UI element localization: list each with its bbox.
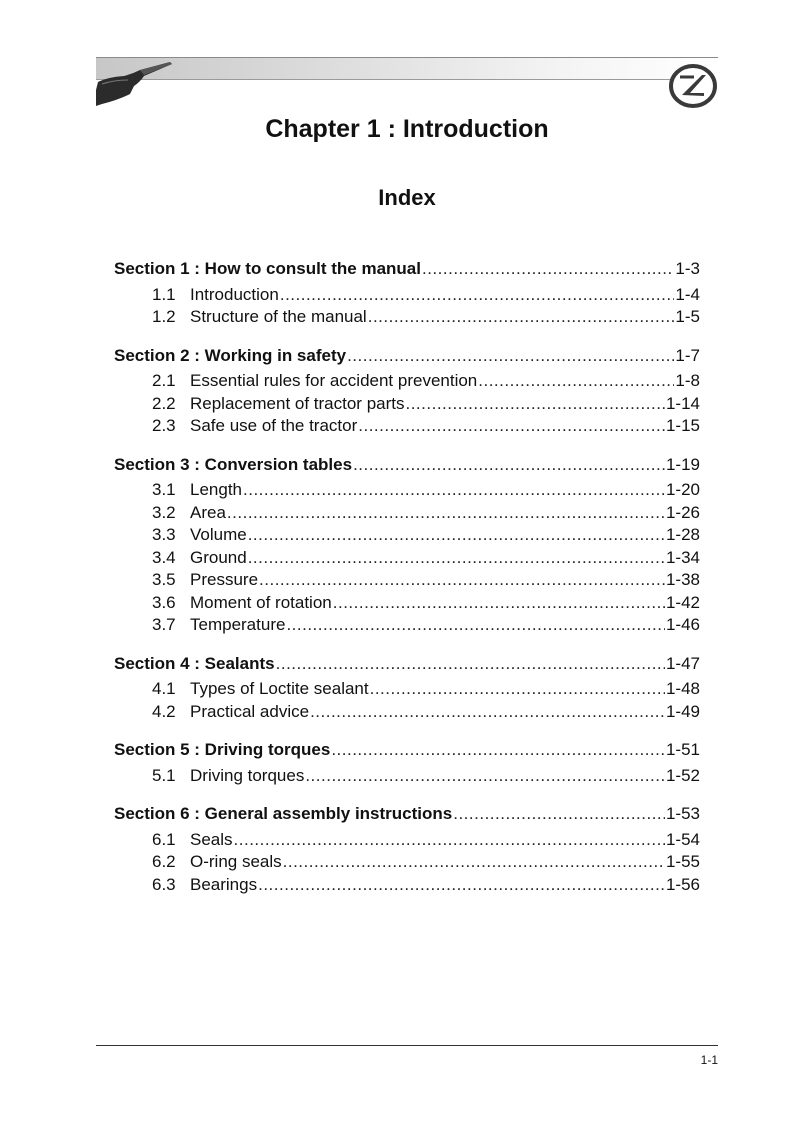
- toc-leader-dots: [347, 345, 674, 368]
- toc-item-label: Length: [190, 480, 242, 499]
- toc-subsection-entry[interactable]: [114, 765, 700, 788]
- toc-item-number: 6.2: [152, 852, 176, 871]
- toc-page-number: 1-56: [665, 874, 700, 894]
- toc-item-label: Pressure: [190, 570, 259, 589]
- index-title: Index: [378, 185, 436, 210]
- toc-section-entry[interactable]: [114, 454, 700, 477]
- toc-item-label: Seals: [190, 829, 233, 849]
- toc-item-number: 5.1: [152, 765, 176, 785]
- toc-item-number: 4.2: [152, 701, 176, 721]
- toc-leader-dots: [227, 502, 665, 525]
- toc-section-label: Section 2 : Working in safety: [114, 345, 347, 365]
- toc-section-entry[interactable]: [114, 803, 700, 826]
- toc-item-number: 3.1: [152, 480, 176, 499]
- toc-page-number: 1-46: [665, 615, 700, 634]
- toc-page-number: 1-20: [665, 480, 700, 499]
- toc-page-number: 1-51: [665, 740, 700, 759]
- toc-page-number: 1-49: [665, 701, 700, 721]
- toc-item-label: Moment of rotation: [190, 592, 332, 612]
- toc-leader-dots: [276, 653, 665, 676]
- toc-item-number: 3.2: [152, 502, 176, 522]
- toc-section-entry[interactable]: [114, 653, 700, 676]
- toc-subsection-entry[interactable]: [114, 502, 700, 525]
- toc-page-number: 1-3: [675, 259, 700, 278]
- toc-page-number: 1-53: [665, 804, 700, 823]
- toc-item-number: 1.2: [152, 307, 176, 326]
- toc-section-label: Section 1 : How to consult the manual: [114, 259, 421, 278]
- toc-page-number: 1-8: [675, 371, 700, 390]
- toc-item-label: Safe use of the tractor: [190, 416, 358, 435]
- toc-item-label: Temperature: [190, 615, 286, 634]
- toc-page-number: 1-15: [665, 416, 700, 435]
- toc-leader-dots: [283, 851, 665, 874]
- toc-page-number: 1-4: [675, 284, 700, 304]
- toc-page-number: 1-14: [665, 393, 700, 413]
- toc-item-label: Replacement of tractor parts: [190, 393, 405, 413]
- toc-subsection-entry[interactable]: [114, 569, 700, 592]
- toc-leader-dots: [478, 370, 674, 393]
- toc-subsection-entry[interactable]: [114, 851, 700, 874]
- toc-leader-dots: [280, 284, 675, 307]
- toc-leader-dots: [368, 306, 675, 329]
- toc-item-number: 2.2: [152, 393, 176, 413]
- toc-leader-dots: [248, 524, 665, 547]
- toc-leader-dots: [405, 393, 664, 416]
- toc-item-label: Driving torques: [190, 765, 305, 785]
- toc-page-number: 1-28: [665, 525, 700, 544]
- toc-item-number: 3.7: [152, 615, 176, 634]
- toc-subsection-entry[interactable]: [114, 701, 700, 724]
- toc-item-number: 6.3: [152, 874, 176, 894]
- toc-page-number: 1-7: [675, 345, 700, 365]
- toc-subsection-entry[interactable]: [114, 415, 700, 438]
- toc-page-number: 1-38: [665, 570, 700, 589]
- toc-item-number: 6.1: [152, 829, 176, 849]
- toc-item-label: Types of Loctite sealant: [190, 679, 369, 698]
- toc-item-number: 2.1: [152, 371, 176, 390]
- toc-item-label: Practical advice: [190, 701, 310, 721]
- toc-leader-dots: [370, 678, 665, 701]
- toc-page-number: 1-55: [665, 852, 700, 871]
- toc-page-number: 1-5: [675, 307, 700, 326]
- toc-leader-dots: [453, 803, 665, 826]
- toc-page-number: 1-54: [665, 829, 700, 849]
- header-band: [96, 57, 718, 80]
- toc-item-number: 3.3: [152, 525, 176, 544]
- toc-leader-dots: [333, 592, 665, 615]
- toc-leader-dots: [331, 739, 665, 762]
- toc-item-number: 3.4: [152, 547, 176, 567]
- toc-subsection-entry[interactable]: [114, 306, 700, 329]
- toc-item-number: 3.6: [152, 592, 176, 612]
- toc-subsection-entry[interactable]: [114, 370, 700, 393]
- toc-item-label: O-ring seals: [190, 852, 282, 871]
- toc-leader-dots: [358, 415, 665, 438]
- table-of-contents: [114, 258, 700, 896]
- toc-item-label: Bearings: [190, 874, 258, 894]
- toc-section-entry[interactable]: [114, 739, 700, 762]
- toc-subsection-entry[interactable]: [114, 524, 700, 547]
- toc-item-number: 2.3: [152, 416, 176, 435]
- toc-subsection-entry[interactable]: [114, 874, 700, 897]
- toc-leader-dots: [243, 479, 665, 502]
- toc-item-label: Area: [190, 502, 226, 522]
- toc-page-number: 1-42: [665, 592, 700, 612]
- page-number: 1-1: [700, 1053, 718, 1067]
- toc-section-label: Section 6 : General assembly instructions: [114, 804, 453, 823]
- toc-subsection-entry[interactable]: [114, 678, 700, 701]
- toc-subsection-entry[interactable]: [114, 479, 700, 502]
- toc-leader-dots: [234, 829, 665, 852]
- toc-item-label: Structure of the manual: [190, 307, 367, 326]
- toc-page-number: 1-26: [665, 502, 700, 522]
- toc-section-entry[interactable]: [114, 345, 700, 368]
- toc-leader-dots: [259, 569, 665, 592]
- toc-page-number: 1-52: [665, 765, 700, 785]
- chapter-title: Chapter 1 : Introduction: [265, 115, 549, 143]
- pointing-hand-icon: [94, 60, 178, 108]
- toc-page-number: 1-34: [665, 547, 700, 567]
- toc-page-number: 1-19: [665, 454, 700, 474]
- toc-subsection-entry[interactable]: [114, 284, 700, 307]
- toc-subsection-entry[interactable]: [114, 592, 700, 615]
- toc-item-label: Introduction: [190, 284, 279, 304]
- toc-item-number: 1.1: [152, 284, 176, 304]
- toc-page-number: 1-47: [665, 653, 700, 673]
- toc-page-number: 1-48: [665, 679, 700, 698]
- toc-item-number: 3.5: [152, 570, 176, 589]
- toc-item-label: Volume: [190, 525, 247, 544]
- toc-subsection-entry[interactable]: [114, 614, 700, 637]
- toc-subsection-entry[interactable]: [114, 393, 700, 416]
- toc-section-entry[interactable]: [114, 258, 700, 281]
- toc-leader-dots: [258, 874, 665, 897]
- footer-rule: [96, 1045, 718, 1046]
- brand-logo-icon: [668, 63, 720, 109]
- toc-section-label: Section 4 : Sealants: [114, 653, 275, 673]
- toc-section-label: Section 5 : Driving torques: [114, 740, 331, 759]
- toc-leader-dots: [353, 454, 665, 477]
- header-rule: [96, 79, 671, 80]
- toc-leader-dots: [286, 614, 665, 637]
- toc-leader-dots: [422, 258, 674, 281]
- toc-leader-dots: [305, 765, 665, 788]
- toc-subsection-entry[interactable]: [114, 829, 700, 852]
- toc-section-label: Section 3 : Conversion tables: [114, 454, 353, 474]
- toc-item-number: 4.1: [152, 679, 176, 698]
- toc-leader-dots: [248, 547, 665, 570]
- toc-item-label: Essential rules for accident prevention: [190, 371, 478, 390]
- toc-subsection-entry[interactable]: [114, 547, 700, 570]
- toc-leader-dots: [310, 701, 665, 724]
- toc-item-label: Ground: [190, 547, 247, 567]
